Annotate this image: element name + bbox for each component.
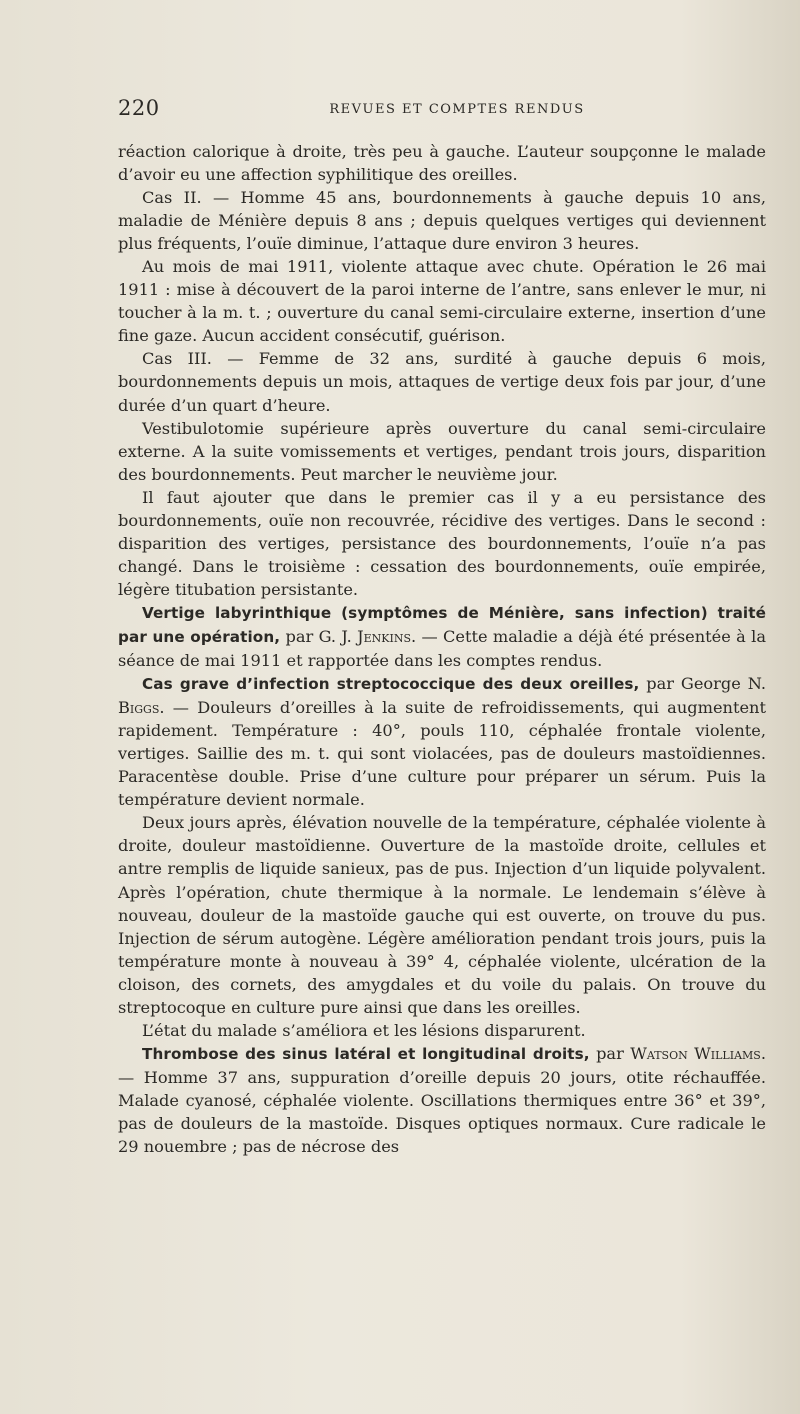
body-text xyxy=(118,140,766,1158)
paragraph: réaction calorique à droite, très peu à gauche. L’auteur soupçonne le malade d’avoir eu une affection syphilitique des oreilles. xyxy=(118,142,766,185)
article-entry xyxy=(118,672,766,811)
byline-prefix: par George N. xyxy=(639,674,766,694)
article-heading: Cas grave d’infection streptococcique des deux oreilles, xyxy=(142,675,640,694)
paragraph: Au mois de mai 1911, violente attaque avec chute. Opération le 26 mai 1911 : mise à découvert de la paroi interne de l’antre, sans enlever le mur, ni toucher à la m. t. ; ouverture du canal semi-circulaire externe, insertion d’une fine gaze. Aucun accident consécutif, guérison. xyxy=(118,257,766,346)
entry-text: . — Douleurs d’oreilles à la suite de refroidissements, qui augmentent rapidement. Température : 40°, pouls 110, céphalée frontale violente, vertiges. Saillie des m. t. qui sont violacées, pas de douleurs mastoïdiennes. Paracentèse double. Prise d’une culture pour préparer un sérum. Puis la température devient normale. xyxy=(118,698,766,810)
entry-text: . — Homme 37 ans, suppuration d’oreille depuis 20 jours, otite réchauffée. Malade cyanosé, céphalée violente. Oscillations thermiques entre 36° et 39°, pas de douleurs de la mastoïde. Disques optiques normaux. Cure radicale le 29 nouembre ; pas de nécrose des xyxy=(118,1043,766,1157)
page-number: 220 xyxy=(118,96,160,120)
page-header xyxy=(118,96,766,122)
author-name: Jenkins xyxy=(357,626,412,646)
paragraph: Cas II. — Homme 45 ans, bourdonnements à gauche depuis 10 ans, maladie de Ménière depuis 8 ans ; depuis quelques vertiges qui deviennent plus fréquents, l’ouïe diminue, l’attaque dure environ 3 heures. xyxy=(118,188,766,254)
paragraph: Il faut ajouter que dans le premier cas il y a eu persistance des bourdonnements, ouïe non recouvrée, récidive des vertiges. Dans le second : disparition des vertiges, persistance des bourdonnements, l’ouïe n’a pas changé. Dans le troisième : cessation des bourdonnements, ouïe empirée, légère titubation persistante. xyxy=(118,487,766,599)
article-heading: Vertige labyrinthique (symptômes de Ménière, sans infection) traité par une opération, xyxy=(118,603,766,646)
paragraph: Deux jours après, élévation nouvelle de la température, céphalée violente à droite, douleur mastoïdienne. Ouverture de la mastoïde droite, cellules et antre remplis de liquide sanieux, pas de pus. Injection d’un liquide polyvalent. Après l’opération, chute thermique à la normale. Le lendemain s’élève à nouveau, douleur de la mastoïde gauche qui est ouverte, on trouve du pus. Injection de sérum autogène. Légère amélioration pendant trois jours, puis la température monte à nouveau à 39° 4, céphalée violente, ulcération de la cloison, des cornets, des amygdales et du voile du palais. On trouve du streptocoque en culture pure ainsi que dans les oreilles. xyxy=(118,813,766,1017)
author-name: Biggs xyxy=(118,698,160,718)
byline-prefix: par G. J. xyxy=(280,626,358,646)
byline-prefix: par xyxy=(589,1043,631,1063)
paragraph: Cas III. — Femme de 32 ans, surdité à gauche depuis 6 mois, bourdonnements depuis un mois, attaques de vertige deux fois par jour, d’une durée d’un quart d’heure. xyxy=(118,349,766,415)
paragraph: L’état du malade s’améliora et les lésions disparurent. xyxy=(142,1020,586,1040)
running-title: REVUES ET COMPTES RENDUS xyxy=(329,102,585,117)
entry-text: . — Cette maladie a déjà été présentée à la séance de mai 1911 et rapportée dans les comptes rendus. xyxy=(118,626,766,671)
author-name: Watson Williams xyxy=(630,1043,761,1063)
article-entry xyxy=(118,601,766,672)
article-entry xyxy=(118,1042,766,1158)
paragraph: Vestibulotomie supérieure après ouverture du canal semi-circulaire externe. A la suite vomissements et vertiges, pendant trois jours, disparition des bourdonnements. Peut marcher le neuvième jour. xyxy=(118,418,766,484)
article-heading: Thrombose des sinus latéral et longitudinal droits, xyxy=(142,1044,590,1063)
